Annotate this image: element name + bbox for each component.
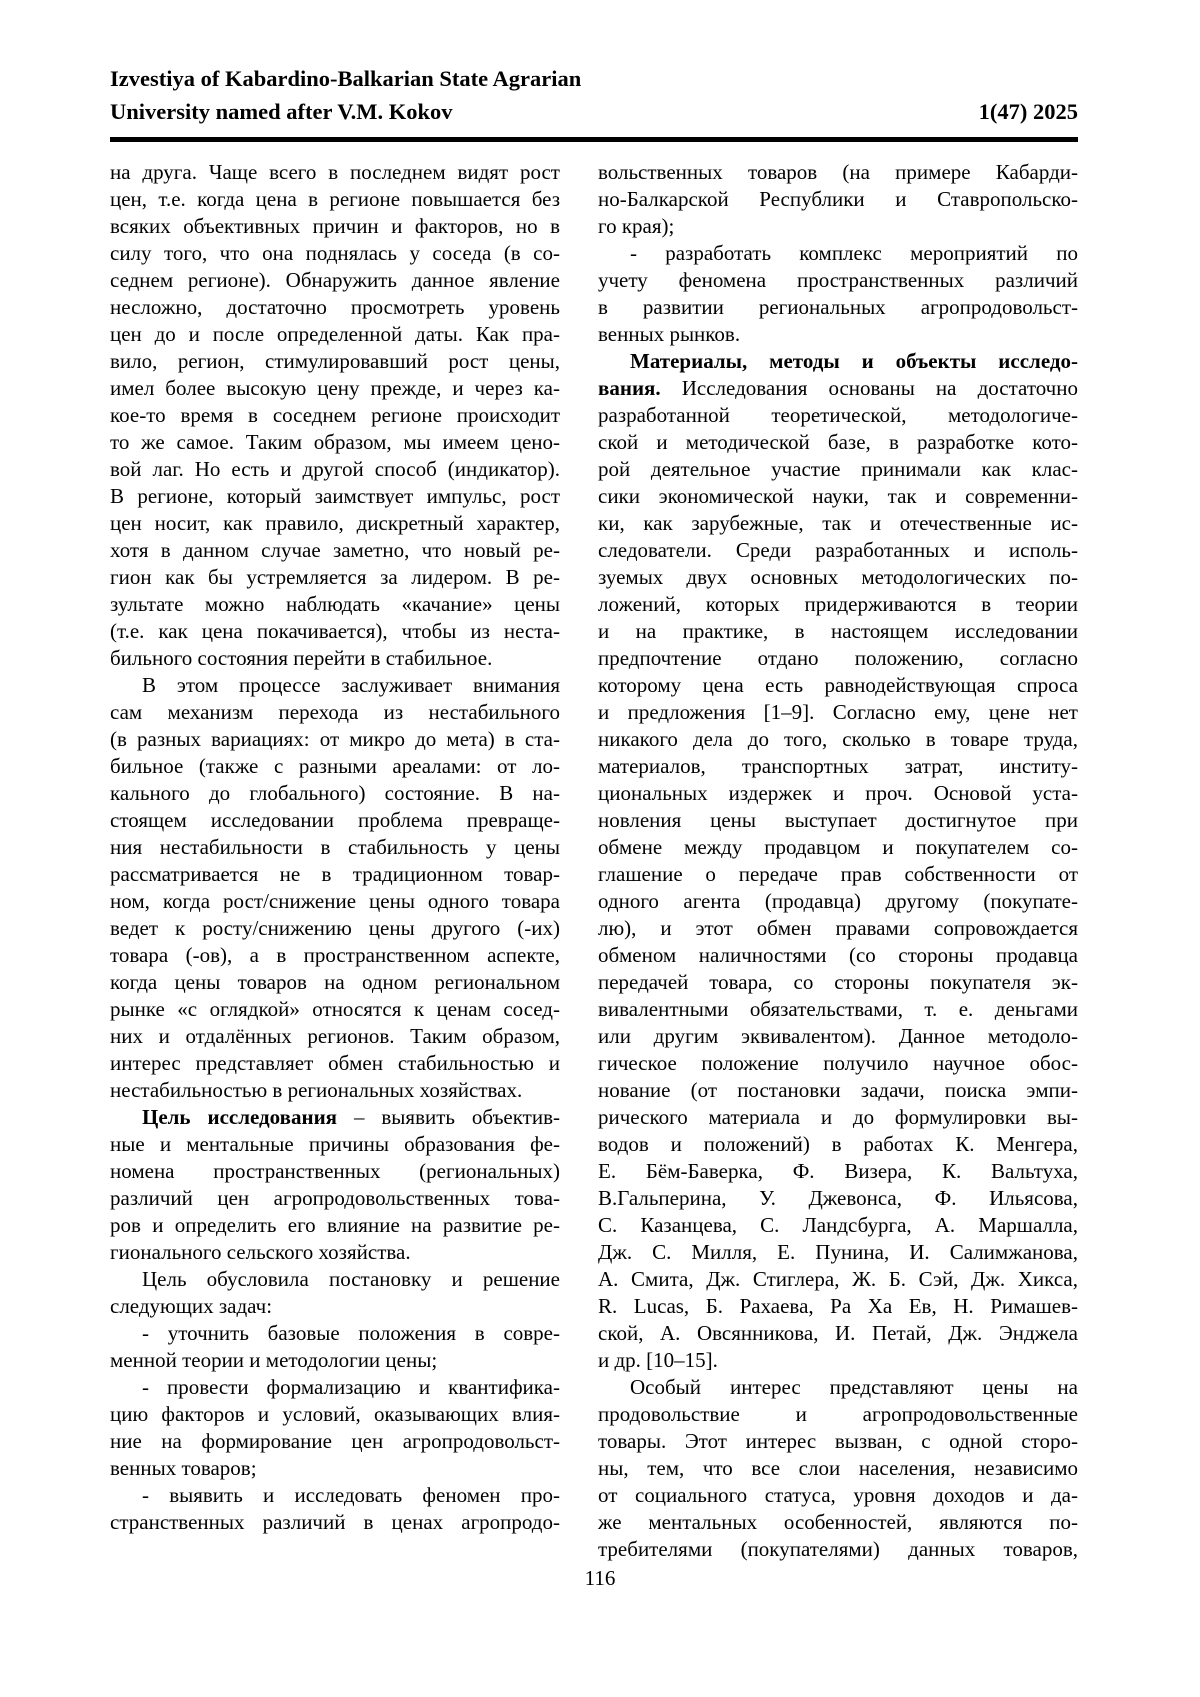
- text-line: [598, 1320, 1078, 1347]
- text-segment: го края);: [598, 214, 675, 238]
- text-line: [110, 807, 560, 834]
- text-line: [598, 159, 1078, 186]
- text-line: [598, 1158, 1078, 1185]
- text-line: [598, 591, 1078, 618]
- text-line: [598, 1104, 1078, 1131]
- text-line: [110, 780, 560, 807]
- text-segment: обменом наличностями (со стороны продавца: [598, 943, 1078, 967]
- text-line: [110, 1266, 560, 1293]
- text-line: [598, 1293, 1078, 1320]
- text-line: [110, 1320, 560, 1347]
- text-segment: но-Балкарской Республики и Ставропольско-: [598, 187, 1078, 211]
- text-line: [110, 1293, 560, 1320]
- text-segment: цен до и после определенной даты. Как пра-: [110, 322, 560, 346]
- text-line: [598, 294, 1078, 321]
- text-segment: имел более высокую цену прежде, и через ка-: [110, 376, 560, 400]
- text-segment: или другим эквивалентом). Данное методоло-: [598, 1024, 1078, 1048]
- text-line: [598, 699, 1078, 726]
- text-line: [598, 888, 1078, 915]
- text-line: [110, 1050, 560, 1077]
- text-line: [110, 1428, 560, 1455]
- bold-text-segment: Материалы, методы и объекты исследо-: [630, 349, 1078, 373]
- text-segment: когда цены товаров на одном региональном: [110, 970, 560, 994]
- text-segment: ки, как зарубежные, так и отечественные ис-: [598, 511, 1078, 535]
- paragraph: [110, 1104, 560, 1266]
- text-segment: на друга. Чаще всего в последнем видят рост: [110, 160, 560, 184]
- text-line: [110, 618, 560, 645]
- text-line: [110, 321, 560, 348]
- text-line: [598, 186, 1078, 213]
- text-segment: (т.е. как цена покачивается), чтобы из неста-: [110, 619, 560, 643]
- text-segment: В.Гальперина, У. Джевонса, Ф. Ильясова,: [598, 1186, 1078, 1210]
- text-segment: менной теории и методологии цены;: [110, 1348, 438, 1372]
- text-segment: цию факторов и условий, оказывающих влия-: [110, 1402, 560, 1426]
- text-segment: них и отдалённых регионов. Таким образом,: [110, 1024, 560, 1048]
- text-segment: рассматривается не в традиционном товар-: [110, 862, 560, 886]
- text-segment: кое-то время в соседнем регионе происходит: [110, 403, 560, 427]
- text-segment: и др. [10–15].: [598, 1348, 718, 1372]
- bold-text-segment: вания.: [598, 376, 661, 400]
- text-segment: Дж. С. Милля, Е. Пунина, И. Салимжанова,: [598, 1240, 1078, 1264]
- text-line: [598, 402, 1078, 429]
- text-line: [598, 1428, 1078, 1455]
- text-segment: гионального сельского хозяйства.: [110, 1240, 411, 1264]
- page-number: 116: [584, 1566, 616, 1590]
- text-line: [110, 726, 560, 753]
- text-line: [110, 1185, 560, 1212]
- text-line: [110, 402, 560, 429]
- issue-number: 1(47) 2025: [978, 99, 1078, 124]
- text-segment: В этом процессе заслуживает внимания: [142, 673, 560, 697]
- text-segment: зультате можно наблюдать «качание» цены: [110, 592, 560, 616]
- text-segment: - разработать комплекс мероприятий по: [630, 241, 1078, 265]
- text-line: [110, 348, 560, 375]
- text-line: [598, 672, 1078, 699]
- text-segment: ской и методической базе, в разработке кото-: [598, 430, 1078, 454]
- text-line: [110, 1509, 560, 1536]
- text-segment: вой лаг. Но есть и другой способ (индикатор).: [110, 457, 560, 481]
- text-segment: лю), и этот обмен правами сопровождается: [598, 916, 1078, 940]
- text-line: [110, 1347, 560, 1374]
- text-segment: стоящем исследовании проблема превраще-: [110, 808, 560, 832]
- text-segment: С. Казанцева, С. Ландсбурга, А. Маршалла,: [598, 1213, 1078, 1237]
- text-line: [110, 1482, 560, 1509]
- text-line: [598, 1536, 1078, 1563]
- text-line: [110, 1401, 560, 1428]
- text-segment: вольственных товаров (на примере Кабарди-: [598, 160, 1078, 184]
- text-line: [110, 969, 560, 996]
- text-segment: ны, тем, что все слои населения, независимо: [598, 1456, 1078, 1480]
- text-line: [598, 753, 1078, 780]
- text-segment: и на практике, в настоящем исследовании: [598, 619, 1078, 643]
- header-rule: [110, 137, 1078, 142]
- text-line: [598, 969, 1078, 996]
- text-segment: вило, регион, стимулировавший рост цены,: [110, 349, 560, 373]
- text-segment: новления цены выступает достигнутое при: [598, 808, 1078, 832]
- text-line: [598, 834, 1078, 861]
- text-segment: от социального статуса, уровня доходов и да-: [598, 1483, 1078, 1507]
- text-segment: Исследования основаны на достаточно: [660, 376, 1078, 400]
- text-segment: цен, т.е. когда цена в регионе повышается без: [110, 187, 560, 211]
- text-line: [598, 780, 1078, 807]
- text-segment: обмене между продавцом и покупателем со-: [598, 835, 1078, 859]
- text-line: [110, 1374, 560, 1401]
- text-line: [598, 861, 1078, 888]
- text-segment: вивалентными обязательствами, т. е. деньгами: [598, 997, 1078, 1021]
- text-segment: ния нестабильности в стабильность у цены: [110, 835, 560, 859]
- text-line: [598, 1374, 1078, 1401]
- text-segment: ров и определить его влияние на развитие ре-: [110, 1213, 560, 1237]
- text-segment: всяких объективных причин и факторов, но в: [110, 214, 560, 238]
- text-segment: товара (-ов), а в пространственном аспекте,: [110, 943, 560, 967]
- text-line: [110, 996, 560, 1023]
- text-line: [598, 1401, 1078, 1428]
- paragraph: [110, 1374, 560, 1482]
- paragraph: [598, 348, 1078, 1374]
- text-line: [110, 483, 560, 510]
- paragraph: [110, 672, 560, 1104]
- text-line: [598, 1509, 1078, 1536]
- text-line: [110, 699, 560, 726]
- text-line: [110, 186, 560, 213]
- text-line: [598, 645, 1078, 672]
- text-line: [110, 1077, 560, 1104]
- journal-title-line1: Izvestiya of Kabardino-Balkarian State Agrarian: [110, 66, 582, 91]
- text-segment: R. Lucas, Б. Рахаева, Ра Ха Ев, Н. Римашев-: [598, 1294, 1078, 1318]
- text-line: [598, 1212, 1078, 1239]
- journal-title-line2: University named after V.M. Kokov: [110, 99, 453, 124]
- text-line: [110, 1023, 560, 1050]
- text-segment: - выявить и исследовать феномен про-: [142, 1483, 560, 1507]
- text-segment: в развитии региональных агропродовольст-: [598, 295, 1078, 319]
- text-line: [110, 1104, 560, 1131]
- text-segment: зуемых двух основных методологических по-: [598, 565, 1078, 589]
- text-line: [598, 1185, 1078, 1212]
- text-line: [110, 834, 560, 861]
- text-line: [598, 429, 1078, 456]
- text-segment: разработанной теоретической, методологиче-: [598, 403, 1078, 427]
- paragraph: [110, 159, 560, 672]
- text-line: [110, 915, 560, 942]
- text-segment: кального до глобального) состояние. В на-: [110, 781, 560, 805]
- text-line: [598, 996, 1078, 1023]
- text-line: [598, 915, 1078, 942]
- text-segment: следователи. Среди разработанных и исполь-: [598, 538, 1078, 562]
- text-line: [110, 159, 560, 186]
- text-segment: рического материала и до формулировки вы-: [598, 1105, 1078, 1129]
- text-line: [598, 1023, 1078, 1050]
- text-line: [598, 807, 1078, 834]
- text-segment: сики экономической науки, так и современни-: [598, 484, 1078, 508]
- text-line: [598, 456, 1078, 483]
- text-segment: Цель обусловила постановку и решение: [142, 1267, 560, 1291]
- text-line: [110, 456, 560, 483]
- text-segment: которому цена есть равнодействующая спроса: [598, 673, 1078, 697]
- column-left: [110, 159, 560, 1563]
- text-segment: номена пространственных (региональных): [110, 1159, 560, 1183]
- text-segment: передачей товара, со стороны покупателя эк-: [598, 970, 1078, 994]
- text-segment: и предложения [1–9]. Согласно ему, цене нет: [598, 700, 1078, 724]
- text-segment: же ментальных особенностей, являются по-: [598, 1510, 1078, 1534]
- text-segment: венных товаров;: [110, 1456, 257, 1480]
- text-line: [598, 537, 1078, 564]
- text-line: [110, 1158, 560, 1185]
- text-line: [110, 861, 560, 888]
- text-segment: циональных издержек и проч. Основой уста-: [598, 781, 1078, 805]
- text-line: [110, 1239, 560, 1266]
- text-segment: ской, А. Овсянникова, И. Петай, Дж. Энджела: [598, 1321, 1078, 1345]
- text-segment: глашение о передаче прав собственности от: [598, 862, 1078, 886]
- text-segment: материалов, транспортных затрат, институ-: [598, 754, 1078, 778]
- text-segment: учету феномена пространственных различий: [598, 268, 1078, 292]
- text-segment: седнем регионе). Обнаружить данное явление: [110, 268, 560, 292]
- text-line: [110, 213, 560, 240]
- text-segment: то же самое. Таким образом, мы имеем цено-: [110, 430, 560, 454]
- text-line: [110, 753, 560, 780]
- text-segment: ведет к росту/снижению цены другого (-их): [110, 916, 560, 940]
- text-line: [598, 1050, 1078, 1077]
- text-line: [598, 483, 1078, 510]
- text-line: [110, 510, 560, 537]
- text-segment: интерес представляет обмен стабильностью и: [110, 1051, 560, 1075]
- text-segment: требителями (покупателями) данных товаров,: [598, 1537, 1078, 1561]
- text-segment: рынке «с оглядкой» относятся к ценам сосед-: [110, 997, 560, 1021]
- text-line: [110, 591, 560, 618]
- text-segment: – выявить объектив-: [337, 1105, 560, 1129]
- text-segment: нестабильностью в региональных хозяйствах.: [110, 1078, 523, 1102]
- text-line: [598, 375, 1078, 402]
- text-segment: А. Смита, Дж. Стиглера, Ж. Б. Сэй, Дж. Хикса,: [598, 1267, 1078, 1291]
- text-line: [110, 1455, 560, 1482]
- text-segment: - уточнить базовые положения в совре-: [142, 1321, 560, 1345]
- text-segment: странственных различий в ценах агропродо-: [110, 1510, 560, 1534]
- paragraph: [598, 1374, 1078, 1563]
- text-segment: гическое положение получило научное обос-: [598, 1051, 1078, 1075]
- text-segment: венных рынков.: [598, 322, 741, 346]
- text-line: [598, 1347, 1078, 1374]
- text-segment: предпочтение отдано положению, согласно: [598, 646, 1078, 670]
- two-column-text: [110, 159, 1078, 1563]
- text-segment: несложно, достаточно просмотреть уровень: [110, 295, 560, 319]
- text-segment: хотя в данном случае заметно, что новый ре-: [110, 538, 560, 562]
- text-line: [598, 321, 1078, 348]
- text-segment: одного агента (продавца) другому (покупате-: [598, 889, 1078, 913]
- text-line: [598, 1455, 1078, 1482]
- text-segment: В регионе, который заимствует импульс, рост: [110, 484, 560, 508]
- text-segment: бильное (также с разными ареалами: от ло-: [110, 754, 560, 778]
- text-line: [598, 1239, 1078, 1266]
- text-line: [598, 1131, 1078, 1158]
- text-line: [598, 213, 1078, 240]
- text-line: [598, 510, 1078, 537]
- text-line: [110, 1212, 560, 1239]
- text-line: [110, 267, 560, 294]
- paragraph: [110, 1266, 560, 1320]
- text-segment: различий цен агропродовольственных това-: [110, 1186, 560, 1210]
- text-line: [110, 645, 560, 672]
- text-segment: рой деятельное участие принимали как клас-: [598, 457, 1078, 481]
- column-right: [598, 159, 1078, 1563]
- paragraph: [598, 159, 1078, 240]
- text-line: [110, 240, 560, 267]
- text-segment: бильного состояния перейти в стабильное.: [110, 646, 493, 670]
- text-line: [110, 294, 560, 321]
- text-segment: сам механизм перехода из нестабильного: [110, 700, 560, 724]
- text-segment: водов и положений) в работах К. Менгера,: [598, 1132, 1078, 1156]
- text-segment: ном, когда рост/снижение цены одного товара: [110, 889, 560, 913]
- text-segment: Е. Бём-Баверка, Ф. Визера, К. Вальтуха,: [598, 1159, 1078, 1183]
- bold-text-segment: Цель исследования: [142, 1105, 338, 1129]
- text-segment: силу того, что она поднялась у соседа (в со-: [110, 241, 560, 265]
- text-segment: цен носит, как правило, дискретный характер,: [110, 511, 560, 535]
- text-segment: Особый интерес представляют цены на: [630, 1375, 1078, 1399]
- text-segment: следующих задач:: [110, 1294, 273, 1318]
- page-header: [110, 62, 1078, 128]
- text-line: [110, 1131, 560, 1158]
- text-segment: - провести формализацию и квантифика-: [142, 1375, 560, 1399]
- text-line: [110, 564, 560, 591]
- text-line: [598, 1482, 1078, 1509]
- text-line: [110, 537, 560, 564]
- text-segment: ложений, которых придерживаются в теории: [598, 592, 1078, 616]
- text-line: [598, 1077, 1078, 1104]
- text-line: [110, 942, 560, 969]
- text-line: [598, 942, 1078, 969]
- text-line: [598, 348, 1078, 375]
- text-line: [598, 267, 1078, 294]
- text-line: [598, 618, 1078, 645]
- text-segment: товары. Этот интерес вызван, с одной сторо-: [598, 1429, 1078, 1453]
- text-line: [598, 564, 1078, 591]
- paragraph: [598, 240, 1078, 348]
- text-segment: ные и ментальные причины образования фе-: [110, 1132, 560, 1156]
- paragraph: [110, 1482, 560, 1536]
- text-segment: (в разных вариациях: от микро до мета) в ста-: [110, 727, 560, 751]
- text-line: [110, 429, 560, 456]
- text-line: [110, 375, 560, 402]
- text-segment: ние на формирование цен агропродовольст-: [110, 1429, 560, 1453]
- text-line: [110, 888, 560, 915]
- text-segment: продовольствие и агропродовольственные: [598, 1402, 1078, 1426]
- paragraph: [110, 1320, 560, 1374]
- text-segment: гион как бы устремляется за лидером. В ре-: [110, 565, 560, 589]
- text-line: [598, 1266, 1078, 1293]
- text-line: [598, 240, 1078, 267]
- text-segment: нование (от постановки задачи, поиска эмпи-: [598, 1078, 1078, 1102]
- text-segment: никакого дела до того, сколько в товаре труда,: [598, 727, 1078, 751]
- text-line: [598, 726, 1078, 753]
- text-line: [110, 672, 560, 699]
